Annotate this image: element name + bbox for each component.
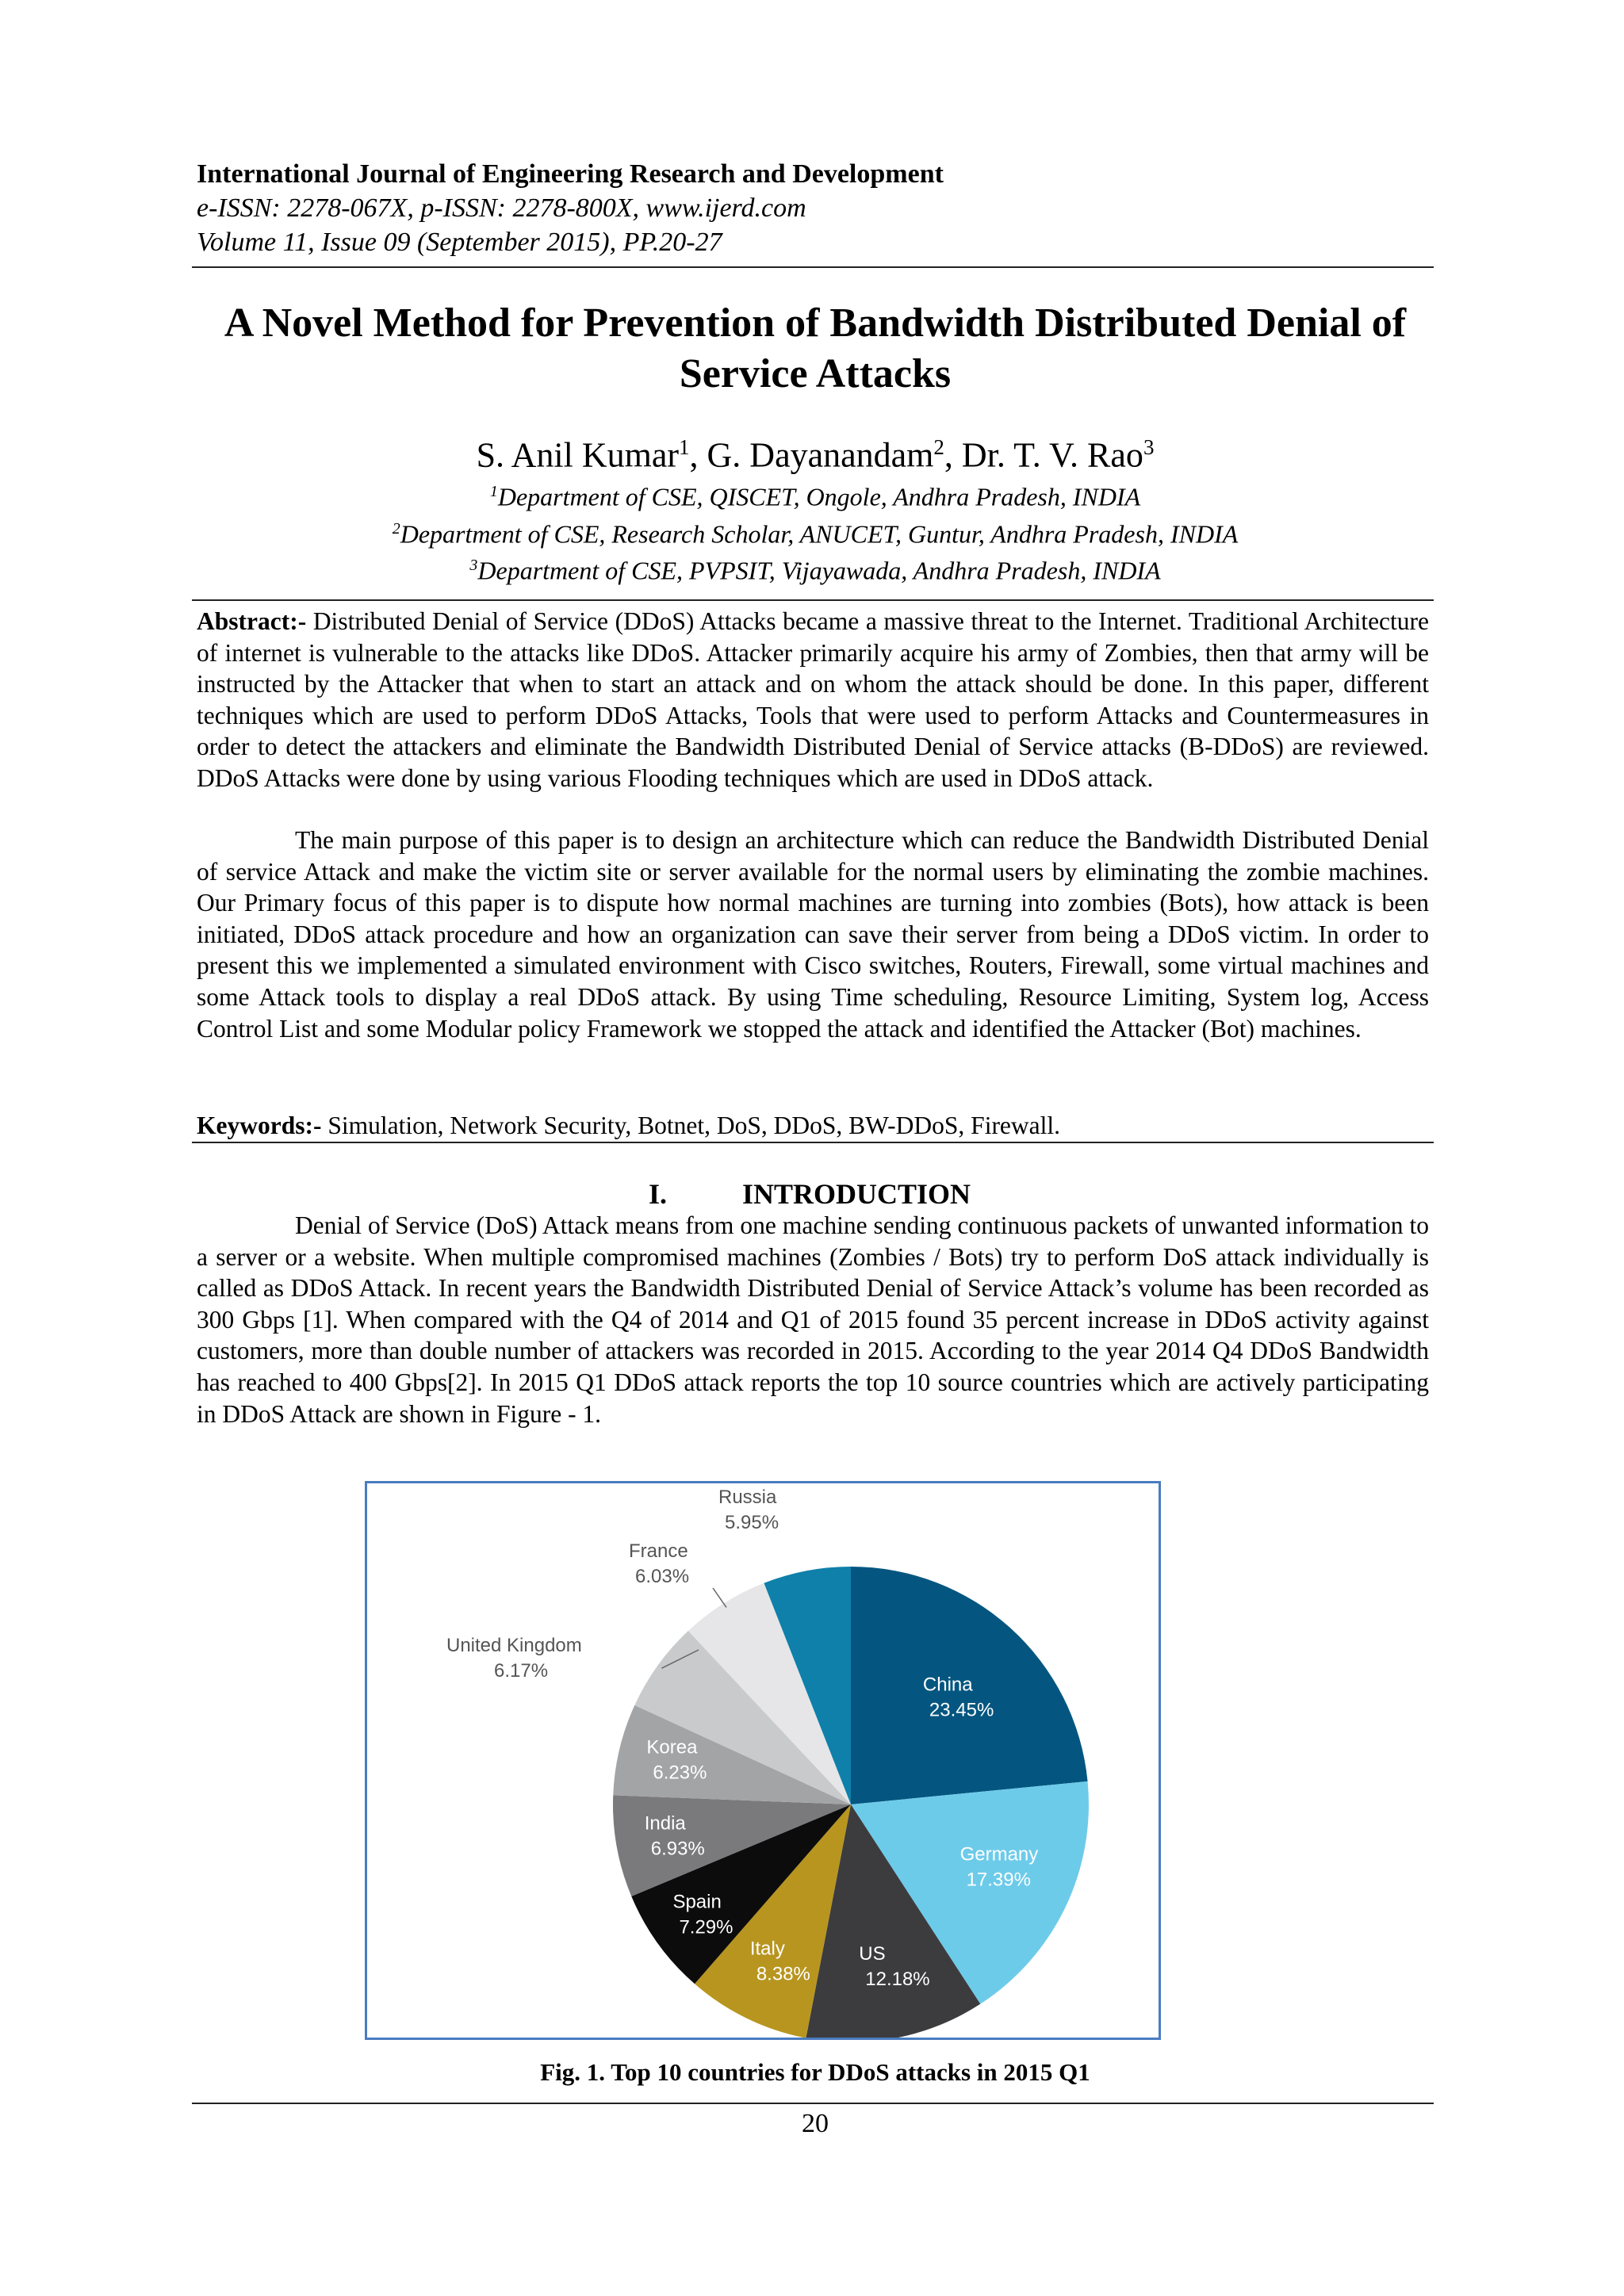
journal-name: International Journal of Engineering Research and Development [197,159,944,189]
author-name: S. Anil Kumar [476,435,680,475]
leader-line [713,1588,726,1607]
page-number: 20 [802,2109,829,2138]
abstract-label: Abstract:- [197,607,307,635]
keywords-label: Keywords:- [197,1112,322,1139]
figure-frame [365,1481,1161,2040]
author-sup: 2 [933,435,944,459]
keywords-text: Simulation, Network Security, Botnet, DoS, DDoS, BW-DDoS, Firewall. [327,1112,1061,1139]
issn-line: e-ISSN: 2278-067X, p-ISSN: 2278-800X, www.ijerd.com [197,193,806,223]
slice-label: France 6.03% [629,1540,690,1587]
slice-label: United Kingdom 6.17% [446,1635,582,1682]
author-sup: 1 [679,435,690,459]
paper-title: A Novel Method for Prevention of Bandwidth Distributed Denial of Service Attacks [224,300,1407,396]
affiliation-2: $^2$Department of CSE, Research Scholar, ANUCET, Guntur, Andhra Pradesh, INDIA [392,519,1239,549]
slice-label: India 6.93% [644,1812,705,1860]
abstract-paragraph-2: The main purpose of this paper is to design an architecture which can reduce the Bandwidth Distributed Denial of service Attack and make the victim site or server available for the normal users by eliminating the zombie machines. Our Primary focus of this paper is to dispute how normal machines are turning into zombies (Bots), how attack is been initiated, DDoS attack procedure and how an organization can save their server from being a DDoS victim. In order to present this we implemented a simulated environment with Cisco switches, Routers, Firewall, some virtual machines and some Attack tools to display a real DDoS attack. By using Time scheduling, Resource Limiting, System log, Access Control List and some Modular policy Framework we stopped the attack and identified the Attacker (Bot) machines. [197,826,1429,1043]
abstract-text-1: Distributed Denial of Service (DDoS) Attacks became a massive threat to the Internet. Traditional Architecture of internet is vulnerable to the attacks like DDoS. Attacker primarily acquire his army of Zombies, then that army will be instructed by the Attacker that when to start an attack and on whom the attack should be done. In this paper, different techniques which are used to perform DDoS Attacks, Tools that were used to perform Attacks and Countermeasures in order to detect the attackers and eliminate the Bandwidth Distributed Denial of Service attacks (B-DDoS) are reviewed. DDoS Attacks were done by using various Flooding techniques which are used in DDoS attack. [197,607,1430,792]
figure-caption: Fig. 1. Top 10 countries for DDoS attacks in 2015 Q1 [540,2058,1090,2086]
section-title: INTRODUCTION [742,1178,971,1210]
affiliations [197,476,1434,587]
affiliation-1: $^1$Department of CSE, QISCET, Ongole, Andhra Pradesh, INDIA [489,482,1141,511]
header-rule [192,266,1434,268]
keywords-rule [192,1142,1434,1143]
author-name: G. Dayanandam [707,435,934,475]
abstract-paragraph-1 [197,606,1429,794]
slice-label: Spain 7.29% [672,1891,733,1938]
section-number: I. [649,1178,668,1210]
author-line: S. Anil Kumar$^1$, G. Dayanandam$^2$, Dr. T. V. Rao$^3$ [476,435,1155,475]
footer-rule [192,2103,1434,2104]
slice-label: Italy 8.38% [749,1938,810,1985]
volume-line: Volume 11, Issue 09 (September 2015), PP.20-27 [197,228,722,257]
journal-header [197,157,1434,259]
author-sup: 3 [1143,435,1155,459]
slice-label: Germany 17.39% [959,1843,1039,1891]
slice-label: Korea 6.23% [646,1736,707,1784]
pie-chart [367,1483,1159,2038]
keywords [197,1110,1429,1142]
abstract-top-rule [192,599,1434,601]
affiliation-3: $^3$Department of CSE, PVPSIT, Vijayawada, Andhra Pradesh, INDIA [469,556,1161,585]
author-name: Dr. T. V. Rao [961,435,1143,475]
slice-label: Russia 5.95% [718,1487,779,1533]
slice-label: US 12.18% [859,1943,930,1991]
intro-paragraph: Denial of Service (DoS) Attack means from one machine sending continuous packets of unwanted information to a server or a website. When multiple compromised machines (Zombies / Bots) try to perform DoS attack individually is called as DDoS Attack. In recent years the Bandwidth Distributed Denial of Service Attack’s volume has been recorded as 300 Gbps [1]. When compared with the Q4 of 2014 and Q1 of 2015 found 35 percent increase in DDoS activity against customers, more than double number of attackers was recorded in 2015. According to the year 2014 Q4 DDoS Bandwidth has reached to 400 Gbps[2]. In 2015 Q1 DDoS attack reports the top 10 source countries which are actively participating in DDoS Attack are shown in Figure - 1. [197,1211,1429,1428]
slice-label: China 23.45% [922,1674,994,1721]
